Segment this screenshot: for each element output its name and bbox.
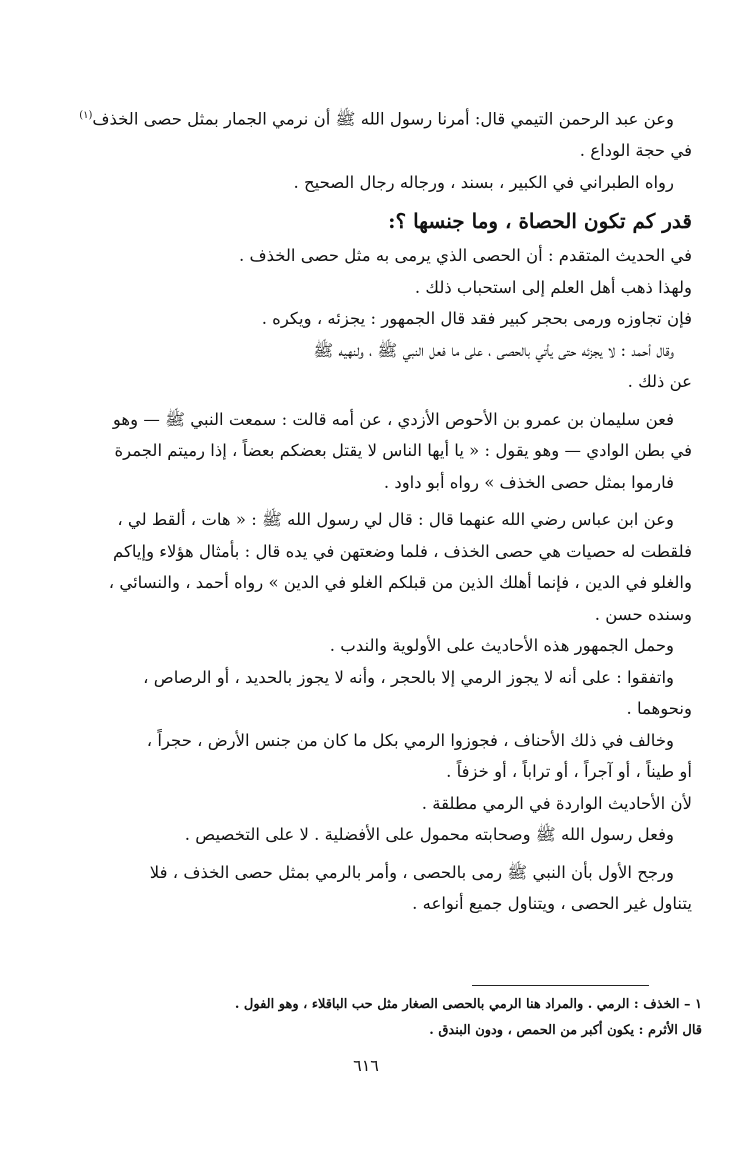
paragraph-line: فلقطت له حصيات هي حصى الخذف ، فلما وضعتهن في يده قال : بأمثال هؤلاء وإياكم	[113, 541, 692, 561]
paragraph-line: في بطن الوادي — وهو يقول : « يا أيها الناس لا يقتل بعضكم بعضاً ، إذا رميتم الجمرة	[114, 441, 692, 460]
paragraph-line: لأن الأحاديث الواردة في الرمي مطلقة .	[421, 793, 692, 813]
paragraph-line: وعن ابن عباس رضي الله عنهما قال : قال لي رسول الله ﷺ : « هات ، ألقط لي ،	[117, 510, 674, 529]
paragraph-line: وفعل رسول الله ﷺ وصحابته محمول على الأفضلية . لا على التخصيص .	[184, 825, 674, 844]
main-text	[42, 100, 692, 920]
paragraph-line: والغلو في الدين ، فإنما أهلك الذين من قبلكم الغلو في الدين » رواه أحمد ، والنسائي ،	[108, 573, 692, 592]
paragraph-line: فارموا بمثل حصى الخذف » رواه أبو داود .	[383, 472, 674, 492]
paragraph-line: يتناول غير الحصى ، ويتناول جميع أنواعه .	[412, 894, 692, 913]
section-heading: قدر كم تكون الحصاة ، وما جنسها ؟:	[388, 209, 692, 233]
paragraph-line: وقال أحمد : لا يجزئه حتى يأتي بالحصى ، على ما فعل النبي ﷺ ، ولنهيه ﷺ	[313, 340, 674, 360]
footnote-line: قال الأثرم : يكون أكبر من الحمص ، ودون البندق .	[429, 1023, 702, 1038]
paragraph-line: وخالف في ذلك الأحناف ، فجوزوا الرمي بكل ما كان من جنس الأرض ، حجراً ،	[146, 730, 674, 750]
footnote-divider	[472, 985, 649, 986]
paragraph-line: ونحوهما .	[626, 699, 692, 718]
footnote-line: ١ – الخذف : الرمي . والمراد هنا الرمي بالحصى الصغار مثل حب الباقلاء ، وهو الفول .	[234, 997, 702, 1012]
paragraph-line: رواه الطبراني في الكبير ، بسند ، ورجاله رجال الصحيح .	[293, 172, 674, 192]
paragraph-line: عن ذلك .	[627, 372, 692, 391]
paragraph-line: في حجة الوداع .	[579, 141, 692, 160]
text-line: وعن عبد الرحمن التيمي قال: أمرنا رسول الله ﷺ أن نرمي الجمار بمثل حصى الخذف	[92, 109, 674, 129]
page-number: ٦١٦	[353, 1056, 379, 1075]
paragraph-line: أو طيناً ، أو آجراً ، أو تراباً ، أو خزفاً .	[446, 762, 692, 781]
paragraph-line: فإن تجاوزه ورمى بحجر كبير فقد قال الجمهور : يجزئه ، ويكره .	[261, 309, 692, 328]
paragraph-line: وحمل الجمهور هذه الأحاديث على الأولوية والندب .	[329, 636, 674, 655]
paragraph-line: واتفقوا : على أنه لا يجوز الرمي إلا بالحجر ، وأنه لا يجوز بالحديد ، أو الرصاص ،	[143, 667, 674, 687]
paragraph-line: ورجح الأول بأن النبي ﷺ رمى بالحصى ، وأمر بالرمي بمثل حصى الخذف ، فلا	[149, 862, 674, 882]
paragraph-line: ولهذا ذهب أهل العلم إلى استحباب ذلك .	[414, 277, 692, 297]
footnotes	[50, 992, 702, 1044]
paragraph-line	[42, 100, 692, 135]
footnote-reference: (١)	[79, 110, 93, 121]
paragraph-line: وسنده حسن .	[594, 604, 692, 624]
paragraph-line: فعن سليمان بن عمرو بن الأحوص الأزدي ، عن أمه قالت : سمعت النبي ﷺ — وهو	[112, 409, 674, 429]
paragraph-line: في الحديث المتقدم : أن الحصى الذي يرمى به مثل حصى الخذف .	[239, 246, 692, 265]
